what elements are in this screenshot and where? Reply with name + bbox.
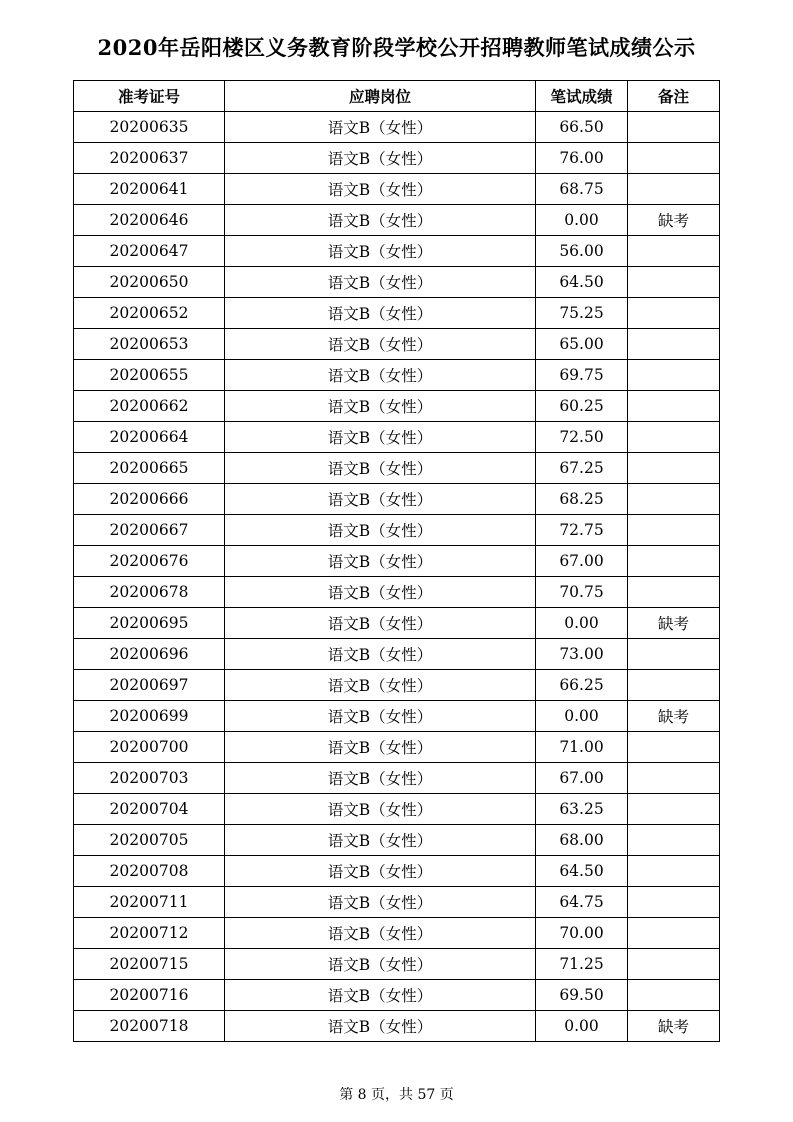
remarks-cell: 缺考 <box>628 608 720 639</box>
position-cell: 语文B（女性） <box>225 825 536 856</box>
remarks-cell <box>628 732 720 763</box>
header-position: 应聘岗位 <box>225 81 536 112</box>
remarks-cell <box>628 918 720 949</box>
remarks-cell <box>628 298 720 329</box>
position-cell: 语文B（女性） <box>225 670 536 701</box>
table-row <box>74 298 720 329</box>
exam-number-cell: 20200650 <box>74 267 225 298</box>
table-row <box>74 794 720 825</box>
score-cell: 67.00 <box>536 763 628 794</box>
exam-number-cell: 20200646 <box>74 205 225 236</box>
header-remarks: 备注 <box>628 81 720 112</box>
position-cell: 语文B（女性） <box>225 1011 536 1042</box>
exam-number-cell: 20200697 <box>74 670 225 701</box>
score-cell: 68.75 <box>536 174 628 205</box>
table-row <box>74 267 720 298</box>
exam-number-cell: 20200664 <box>74 422 225 453</box>
score-cell: 72.75 <box>536 515 628 546</box>
exam-number-cell: 20200705 <box>74 825 225 856</box>
position-cell: 语文B（女性） <box>225 112 536 143</box>
position-cell: 语文B（女性） <box>225 918 536 949</box>
header-score: 笔试成绩 <box>536 81 628 112</box>
remarks-cell: 缺考 <box>628 701 720 732</box>
remarks-cell: 缺考 <box>628 1011 720 1042</box>
remarks-cell <box>628 112 720 143</box>
table-row <box>74 577 720 608</box>
position-cell: 语文B（女性） <box>225 360 536 391</box>
score-cell: 64.75 <box>536 887 628 918</box>
table-row <box>74 1011 720 1042</box>
position-cell: 语文B（女性） <box>225 236 536 267</box>
table-row <box>74 391 720 422</box>
table-row <box>74 329 720 360</box>
exam-number-cell: 20200647 <box>74 236 225 267</box>
position-cell: 语文B（女性） <box>225 422 536 453</box>
table-row <box>74 143 720 174</box>
exam-number-cell: 20200666 <box>74 484 225 515</box>
table-row <box>74 546 720 577</box>
remarks-cell <box>628 236 720 267</box>
table-row <box>74 484 720 515</box>
position-cell: 语文B（女性） <box>225 856 536 887</box>
position-cell: 语文B（女性） <box>225 329 536 360</box>
position-cell: 语文B（女性） <box>225 484 536 515</box>
table-row <box>74 887 720 918</box>
score-cell: 69.50 <box>536 980 628 1011</box>
table-row <box>74 515 720 546</box>
table-row <box>74 174 720 205</box>
score-cell: 71.00 <box>536 732 628 763</box>
table-row <box>74 980 720 1011</box>
remarks-cell <box>628 825 720 856</box>
exam-number-cell: 20200715 <box>74 949 225 980</box>
position-cell: 语文B（女性） <box>225 639 536 670</box>
remarks-cell <box>628 980 720 1011</box>
remarks-cell <box>628 174 720 205</box>
exam-number-cell: 20200711 <box>74 887 225 918</box>
exam-number-cell: 20200678 <box>74 577 225 608</box>
table-row <box>74 608 720 639</box>
remarks-cell <box>628 949 720 980</box>
score-cell: 66.50 <box>536 112 628 143</box>
exam-number-cell: 20200704 <box>74 794 225 825</box>
table-row <box>74 236 720 267</box>
table-row <box>74 453 720 484</box>
table-header-row <box>74 81 720 112</box>
score-cell: 75.25 <box>536 298 628 329</box>
position-cell: 语文B（女性） <box>225 577 536 608</box>
exam-number-cell: 20200718 <box>74 1011 225 1042</box>
table-row <box>74 670 720 701</box>
position-cell: 语文B（女性） <box>225 794 536 825</box>
score-cell: 0.00 <box>536 701 628 732</box>
position-cell: 语文B（女性） <box>225 949 536 980</box>
score-cell: 76.00 <box>536 143 628 174</box>
remarks-cell <box>628 267 720 298</box>
table-row <box>74 639 720 670</box>
remarks-cell <box>628 670 720 701</box>
remarks-cell <box>628 763 720 794</box>
exam-number-cell: 20200665 <box>74 453 225 484</box>
exam-number-cell: 20200695 <box>74 608 225 639</box>
position-cell: 语文B（女性） <box>225 391 536 422</box>
score-cell: 65.00 <box>536 329 628 360</box>
table-row <box>74 918 720 949</box>
header-exam-number: 准考证号 <box>74 81 225 112</box>
scores-table <box>73 80 720 1042</box>
score-cell: 64.50 <box>536 267 628 298</box>
exam-number-cell: 20200641 <box>74 174 225 205</box>
position-cell: 语文B（女性） <box>225 732 536 763</box>
table-row <box>74 763 720 794</box>
page-footer: 第 8 页，共 57 页 <box>339 1087 454 1103</box>
score-cell: 60.25 <box>536 391 628 422</box>
position-cell: 语文B（女性） <box>225 608 536 639</box>
score-cell: 67.00 <box>536 546 628 577</box>
exam-number-cell: 20200708 <box>74 856 225 887</box>
remarks-cell <box>628 329 720 360</box>
remarks-cell <box>628 856 720 887</box>
remarks-cell <box>628 453 720 484</box>
remarks-cell <box>628 360 720 391</box>
exam-number-cell: 20200652 <box>74 298 225 329</box>
score-cell: 70.00 <box>536 918 628 949</box>
exam-number-cell: 20200712 <box>74 918 225 949</box>
position-cell: 语文B（女性） <box>225 143 536 174</box>
exam-number-cell: 20200716 <box>74 980 225 1011</box>
table-row <box>74 949 720 980</box>
position-cell: 语文B（女性） <box>225 887 536 918</box>
remarks-cell <box>628 484 720 515</box>
exam-number-cell: 20200653 <box>74 329 225 360</box>
remarks-cell <box>628 515 720 546</box>
remarks-cell <box>628 391 720 422</box>
table-row <box>74 205 720 236</box>
remarks-cell <box>628 794 720 825</box>
exam-number-cell: 20200662 <box>74 391 225 422</box>
score-cell: 0.00 <box>536 205 628 236</box>
remarks-cell <box>628 422 720 453</box>
position-cell: 语文B（女性） <box>225 174 536 205</box>
table-row <box>74 422 720 453</box>
position-cell: 语文B（女性） <box>225 763 536 794</box>
remarks-cell: 缺考 <box>628 205 720 236</box>
score-cell: 68.25 <box>536 484 628 515</box>
exam-number-cell: 20200700 <box>74 732 225 763</box>
table-row <box>74 360 720 391</box>
exam-number-cell: 20200703 <box>74 763 225 794</box>
score-cell: 56.00 <box>536 236 628 267</box>
table-row <box>74 701 720 732</box>
position-cell: 语文B（女性） <box>225 515 536 546</box>
exam-number-cell: 20200635 <box>74 112 225 143</box>
position-cell: 语文B（女性） <box>225 298 536 329</box>
position-cell: 语文B（女性） <box>225 546 536 577</box>
position-cell: 语文B（女性） <box>225 701 536 732</box>
score-cell: 67.25 <box>536 453 628 484</box>
page-title: 2020年岳阳楼区义务教育阶段学校公开招聘教师笔试成绩公示 <box>97 35 696 60</box>
score-cell: 63.25 <box>536 794 628 825</box>
position-cell: 语文B（女性） <box>225 453 536 484</box>
table-row <box>74 112 720 143</box>
score-cell: 68.00 <box>536 825 628 856</box>
score-cell: 64.50 <box>536 856 628 887</box>
score-cell: 73.00 <box>536 639 628 670</box>
score-cell: 0.00 <box>536 608 628 639</box>
position-cell: 语文B（女性） <box>225 267 536 298</box>
table-row <box>74 856 720 887</box>
exam-number-cell: 20200696 <box>74 639 225 670</box>
position-cell: 语文B（女性） <box>225 980 536 1011</box>
score-cell: 71.25 <box>536 949 628 980</box>
exam-number-cell: 20200655 <box>74 360 225 391</box>
remarks-cell <box>628 577 720 608</box>
table-row <box>74 732 720 763</box>
remarks-cell <box>628 143 720 174</box>
score-cell: 0.00 <box>536 1011 628 1042</box>
score-cell: 72.50 <box>536 422 628 453</box>
exam-number-cell: 20200699 <box>74 701 225 732</box>
table-row <box>74 825 720 856</box>
remarks-cell <box>628 546 720 577</box>
exam-number-cell: 20200676 <box>74 546 225 577</box>
score-cell: 66.25 <box>536 670 628 701</box>
exam-number-cell: 20200667 <box>74 515 225 546</box>
remarks-cell <box>628 887 720 918</box>
position-cell: 语文B（女性） <box>225 205 536 236</box>
table-body <box>74 112 720 1042</box>
exam-number-cell: 20200637 <box>74 143 225 174</box>
score-cell: 70.75 <box>536 577 628 608</box>
score-cell: 69.75 <box>536 360 628 391</box>
remarks-cell <box>628 639 720 670</box>
